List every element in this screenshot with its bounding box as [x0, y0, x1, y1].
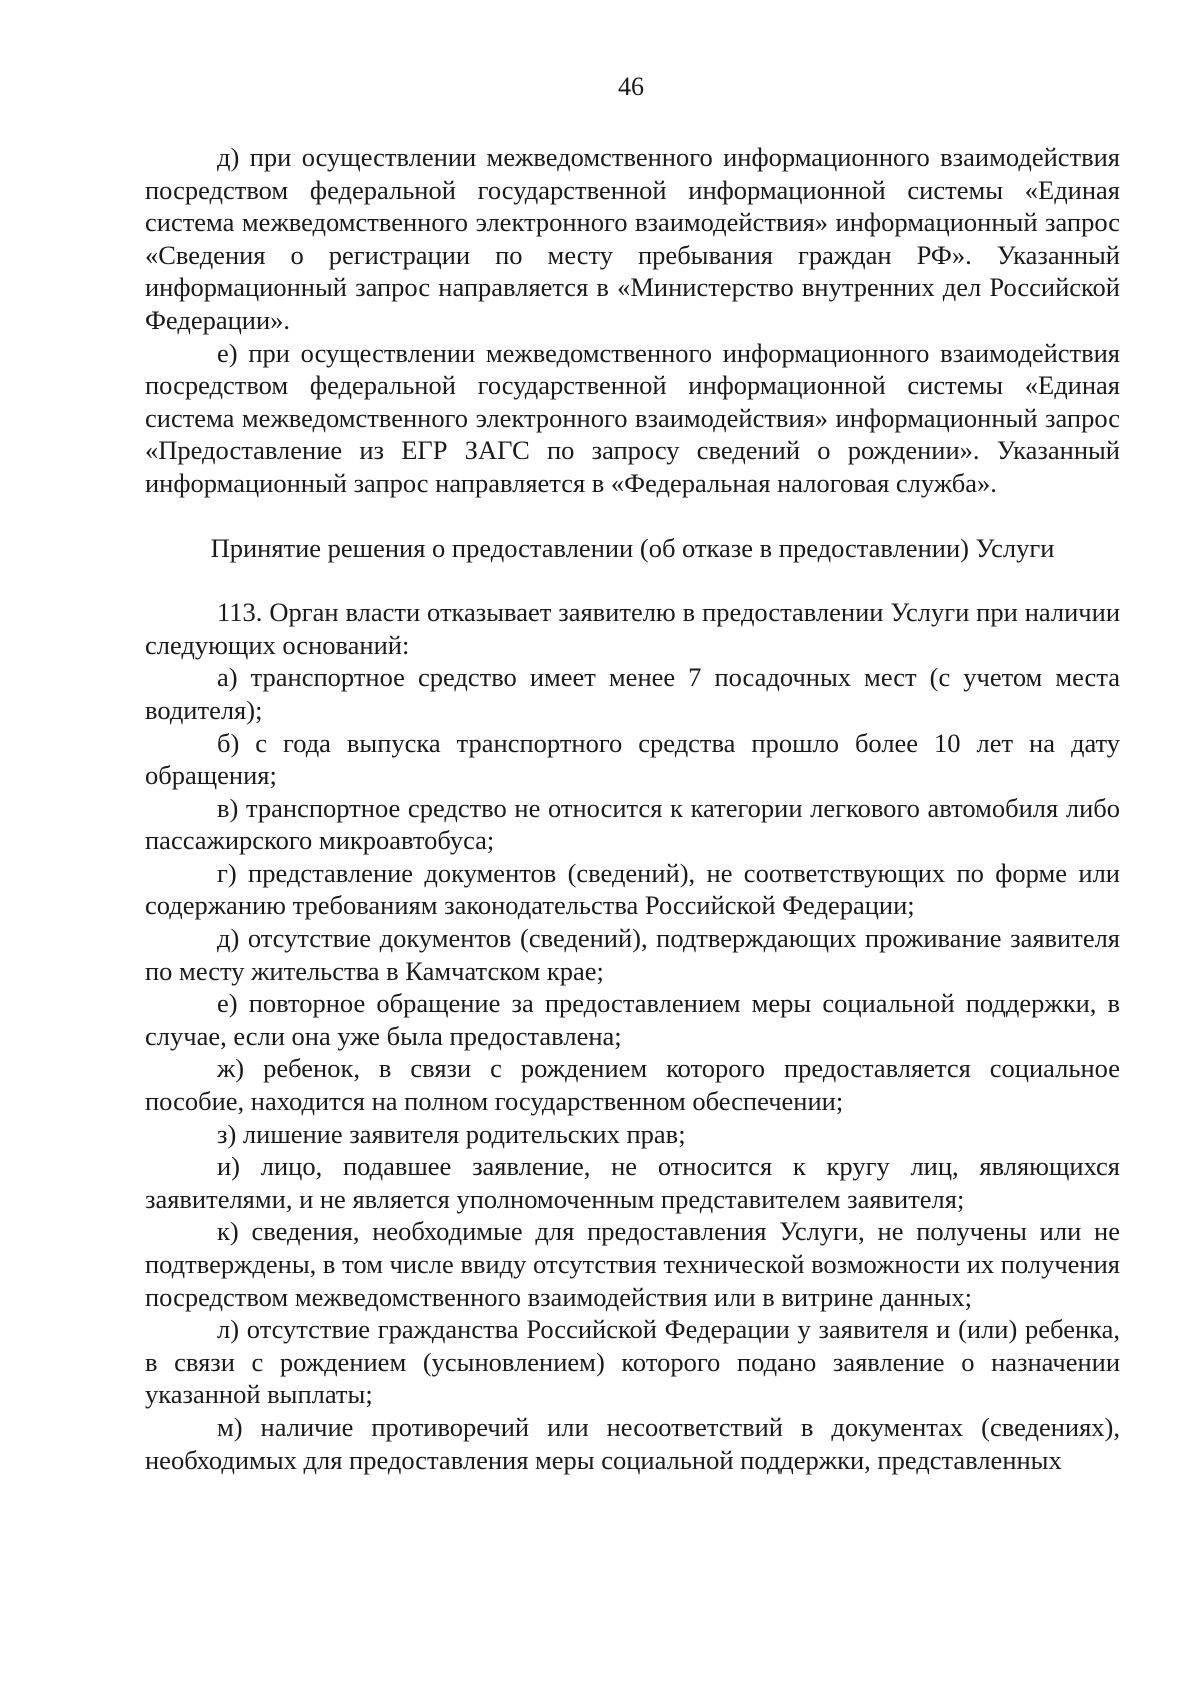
refusal-ground-d: д) отсутствие документов (сведений), подтверждающих проживание заявителя по месту жительства в Камчатском крае;	[145, 923, 1120, 986]
section-heading: Принятие решения о предоставлении (об отказе в предоставлении) Услуги	[210, 532, 1055, 563]
refusal-ground-b: б) с года выпуска транспортного средства прошло более 10 лет на дату обращения;	[145, 727, 1120, 791]
paragraph-113-intro: 113. Орган власти отказывает заявителю в предоставлении Услуги при наличии следующих оснований:	[145, 597, 1120, 660]
refusal-ground-m: м) наличие противоречий или несоответствий в документах (сведениях), необходимых для предоставления меры социальной поддержки, представленных	[145, 1411, 1120, 1475]
refusal-ground-i: и) лицо, подавшее заявление, не относится к кругу лиц, являющихся заявителями, и не является уполномоченным представителем заявителя;	[145, 1151, 1120, 1214]
page-number: 46	[618, 72, 644, 101]
document-body	[145, 141, 1120, 1476]
refusal-ground-a: а) транспортное средство имеет менее 7 посадочных мест (с учетом места водителя);	[145, 662, 1120, 725]
refusal-ground-zh: ж) ребенок, в связи с рождением которого предоставляется социальное пособие, находится на полном государственном обеспечении;	[145, 1053, 1120, 1117]
refusal-ground-z: з) лишение заявителя родительских прав;	[217, 1118, 686, 1149]
refusal-ground-e: е) повторное обращение за предоставлением меры социальной поддержки, в случае, если она уже была предоставлена;	[145, 988, 1120, 1051]
refusal-ground-v: в) транспортное средство не относится к категории легкового автомобиля либо пассажирского микроавтобуса;	[145, 792, 1120, 856]
refusal-ground-k: к) сведения, необходимые для предоставления Услуги, не получены или не подтверждены, в том числе ввиду отсутствия технической возможности их получения посредством межведомственного взаимодействия или в витрине данных;	[145, 1216, 1120, 1312]
refusal-ground-g: г) представление документов (сведений), не соответствующих по форме или содержанию требованиям законодательства Российской Федерации;	[145, 857, 1120, 921]
paragraph-d-mvd-request: д) при осуществлении межведомственного информационного взаимодействия посредством федеральной государственной информационной системы «Единая система межведомственного электронного взаимодействия» информационный запрос «Сведения о регистрации по месту пребывания граждан РФ». Указанный информационный запрос направляется в «Министерство внутренних дел Российской Федерации».	[145, 142, 1120, 335]
refusal-ground-l: л) отсутствие гражданства Российской Федерации у заявителя и (или) ребенка, в связи с рождением (усыновлением) которого подано заявление о назначении указанной выплаты;	[145, 1314, 1120, 1410]
paragraph-e-zags-request: е) при осуществлении межведомственного информационного взаимодействия посредством федеральной государственной информационной системы «Единая система межведомственного электронного взаимодействия» информационный запрос «Предоставление из ЕГР ЗАГС по запросу сведений о рождении». Указанный информационный запрос направляется в «Федеральная налоговая служба».	[145, 337, 1120, 498]
